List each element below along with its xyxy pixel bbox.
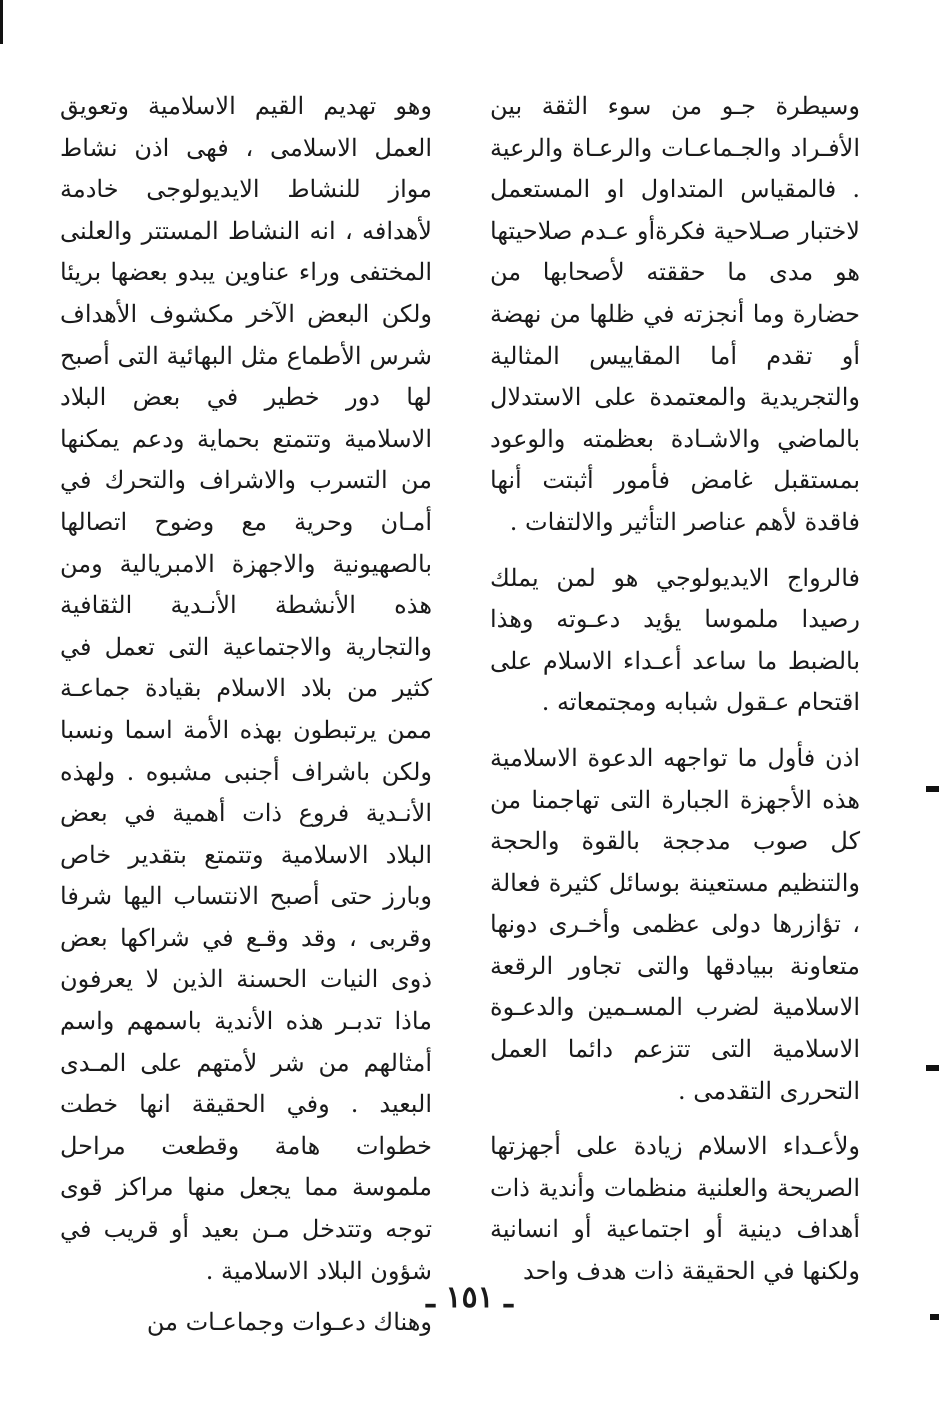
paragraph: وهو تهديم القيم الاسلامية وتعويق العمل الاسلامى ، فهى اذن نشاط مواز للنشاط الايديولوجى خادمة لأهدافه ، انه النشاط المستتر والعلنى المختفى وراء عناوين يبدو بعضها بريئا ولكن البعض الآخر مكشوف الأهداف شرس الأطماع مثل البهائية التى أصبح لها دور خطير في بعض البلاد الاسلامية وتتمتع بحماية ودعم يمكنها من التسرب والاشراف والتحرك في أمـان وحرية مع وضوح اتصالها بالصهيونية والاجهزة الامبريالية ومن هذه الأنشطة الأنـدية الثقافية والتجارية والاجتماعية التى تعمل في كثير من بلاد الاسلام بقيادة جماعـة ممن يرتبطون بهذه الأمة اسما ونسبا ولكن باشراف أجنبى مشبوه . ولهذه الأنـدية فروع ذات أهمية في بعض البلاد الاسلامية وتتمتع بتقدير خاص وبارز حتى أصبح الانتساب اليها شرفا وقربى ، وقد وقـع في شراكها بعض ذوى النيات الحسنة الذين لا يعرفون ماذا تدبـر هذه الأندية باسمهم واسم أمثالهم من شر لأمتهم على المـدى البعيد . وفي الحقيقة انها خطت خطوات هامة وقطعت مراحل ملموسة مما يجعل منها مراكز قوى توجه وتتدخل مـن بعيد أو قريب في شؤون البلاد الاسلامية . — [60, 92, 432, 1285]
paragraph: وهناك دعـوات وجماعـات من — [146, 1308, 432, 1337]
margin-mark — [926, 1065, 939, 1071]
left-text-column — [60, 86, 432, 1344]
paragraph: فالرواج الايديولوجي هو لمن يملك رصيدا ملموسا يؤيد دعـوته وهذا بالضبط ما ساعد أعـداء الاسلام على اقتحام عـقول شبابه ومجتمعاته . — [490, 563, 860, 717]
paragraph: وسيطرة جـو من سوء الثقة بين الأفـراد والجـماعـات والرعـاة والرعية . فالمقياس المتداول او المستعمل لاختبار صـلاحية فكرةأو عـدم صلاحيتها هو مدى ما حققته لأصحابها من حضارة وما أنجزته في ظلها من نهضة أو تقدم أما المقاييس المثالية والتجريدية والمعتمدة على الاستدلال بالماضي والاشـادة بعظمته والوعود بمستقبل غامض فأمور أثبتت أنها فاقدة لأهم عناصر التأثير والالتفات . — [490, 92, 860, 536]
page-edge-mark — [0, 0, 3, 44]
margin-mark — [926, 786, 939, 792]
right-text-column — [490, 86, 860, 1293]
margin-mark — [930, 1314, 939, 1320]
page-number: ـ ١٥١ ـ — [426, 1280, 513, 1315]
paragraph: اذن فأول ما تواجهه الدعوة الاسلامية هذه الأجهزة الجبارة التى تهاجمنا من كل صوب مدججة بالقوة والحجة والتنظيم مستعينة بوسائل كثيرة فعالة ، تؤازرها دولى عظمى وأخـرى دونها متعاونة ببيادقها والتى تجاور الرقعة الاسلامية لضرب المسـمين والدعـوة الاسلامية التى تتزعم دائما العمل التحررى التقدمى . — [490, 743, 860, 1105]
paragraph: ولأعـداء الاسلام زيادة على أجهزتها الصريحة والعلنية منظمات وأندية ذات أهداف دينية أو اجتماعية أو انسانية ولكنها في الحقيقة ذات هدف واحد — [490, 1132, 860, 1286]
